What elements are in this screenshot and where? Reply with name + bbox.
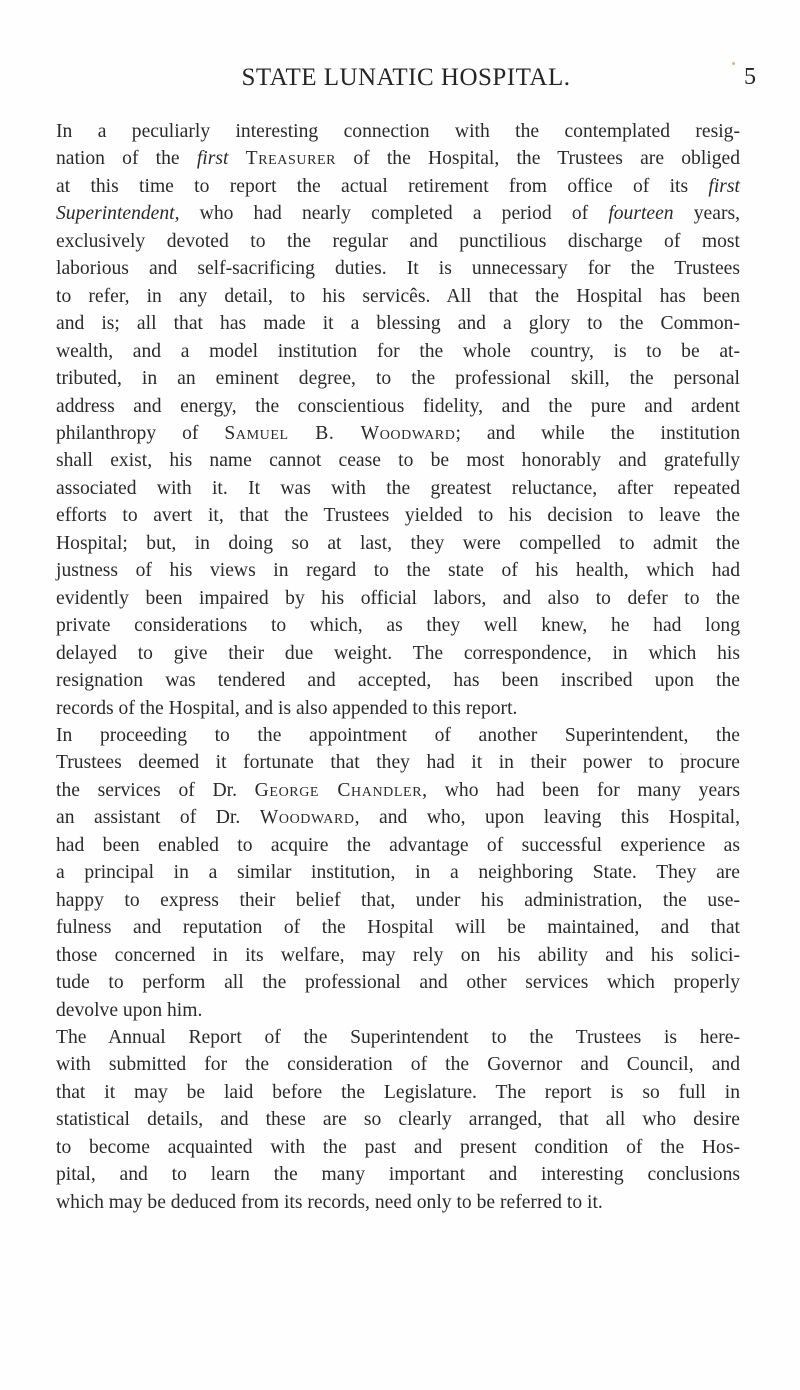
text-line: Trustees deemed it fortunate that they had it in their power to procure (56, 752, 740, 774)
text-line: statistical details, and these are so clearly arranged, that all who desire (56, 1109, 740, 1131)
text-line: efforts to avert it, that the Trustees yielded to his decision to leave the (56, 505, 740, 527)
italic-text: fourteen (608, 203, 674, 225)
small-caps-name: Woodward (259, 807, 355, 829)
text-line: Superintendent, who had nearly completed a period of fourteen years, (56, 203, 740, 225)
text-line: private considerations to which, as they well knew, he had long (56, 615, 740, 637)
running-title: STATE LUNATIC HOSPITAL. (241, 64, 571, 91)
text-line: Hospital; but, in doing so at last, they were compelled to admit the (56, 532, 740, 554)
italic-text: first (708, 175, 740, 197)
text-line: resignation was tendered and accepted, has been inscribed upon the (56, 670, 740, 692)
text-line: address and energy, the conscientious fidelity, and the pure and ardent (56, 395, 740, 417)
page-header (56, 64, 756, 98)
small-caps-name: Treasurer (245, 148, 337, 170)
text-line: fulness and reputation of the Hospital will be maintained, and that (56, 917, 740, 939)
text-line: with submitted for the consideration of the Governor and Council, and (56, 1054, 740, 1076)
small-caps-name: Samuel B. Woodward (224, 422, 456, 444)
text-line: a principal in a similar institution, in a neighboring State. They are (56, 862, 740, 884)
text-line: wealth, and a model institution for the whole country, is to be at- (56, 340, 740, 362)
paragraph (56, 118, 740, 722)
text-line: laborious and self-sacrificing duties. It is unnecessary for the Trustees (56, 258, 740, 280)
text-line: happy to express their belief that, under his administration, the use- (56, 889, 740, 911)
text-line: and is; all that has made it a blessing and a glory to the Common- (56, 313, 740, 335)
text-line: those concerned in its welfare, may rely on his ability and his solici- (56, 944, 740, 966)
text-line: the services of Dr. George Chandler, who had been for many years (56, 779, 740, 801)
text-line: that it may be laid before the Legislature. The report is so full in (56, 1081, 740, 1103)
text-line: which may be deduced from its records, need only to be referred to it. (56, 1191, 603, 1213)
italic-text: first (196, 148, 229, 170)
text-line: at this time to report the actual retirement from office of its first (56, 175, 740, 197)
text-line: shall exist, his name cannot cease to be most honorably and gratefully (56, 450, 740, 472)
text-line: In proceeding to the appointment of another Superintendent, the (56, 724, 740, 746)
text-line: exclusively devoted to the regular and punctilious discharge of most (56, 230, 740, 252)
small-caps-name: George Chandler (254, 779, 423, 801)
text-line: evidently been impaired by his official labors, and also to defer to the (56, 587, 740, 609)
text-line: pital, and to learn the many important and interesting conclusions (56, 1164, 740, 1186)
text-line: to refer, in any detail, to his servicês. All that the Hospital has been (56, 285, 740, 307)
text-line: delayed to give their due weight. The correspondence, in which his (56, 642, 740, 664)
text-line: tributed, in an eminent degree, to the professional skill, the personal (56, 368, 740, 390)
text-line: nation of the first Treasurer of the Hospital, the Trustees are obliged (56, 148, 740, 170)
text-line: justness of his views in regard to the state of his health, which had (56, 560, 740, 582)
text-line: associated with it. It was with the greatest reluctance, after repeated (56, 477, 740, 499)
page-number: 5 (744, 64, 756, 90)
text-line: tude to perform all the professional and other services which properly (56, 972, 740, 994)
text-line: philanthropy of Samuel B. Woodward; and while the institution (56, 422, 740, 444)
text-line: devolve upon him. (56, 999, 203, 1021)
text-line: records of the Hospital, and is also appended to this report. (56, 697, 518, 719)
text-line: to become acquainted with the past and present condition of the Hos- (56, 1136, 740, 1158)
text-line: In a peculiarly interesting connection with the contemplated resig- (56, 121, 740, 142)
paragraph (56, 722, 740, 1024)
text-line: had been enabled to acquire the advantage of successful experience as (56, 834, 740, 856)
body-text (56, 118, 740, 1216)
text-line: The Annual Report of the Superintendent to the Trustees is here- (56, 1026, 740, 1048)
text-line: an assistant of Dr. Woodward, and who, upon leaving this Hospital, (56, 807, 740, 829)
paragraph (56, 1024, 740, 1216)
italic-text: Superintendent, (56, 203, 180, 225)
